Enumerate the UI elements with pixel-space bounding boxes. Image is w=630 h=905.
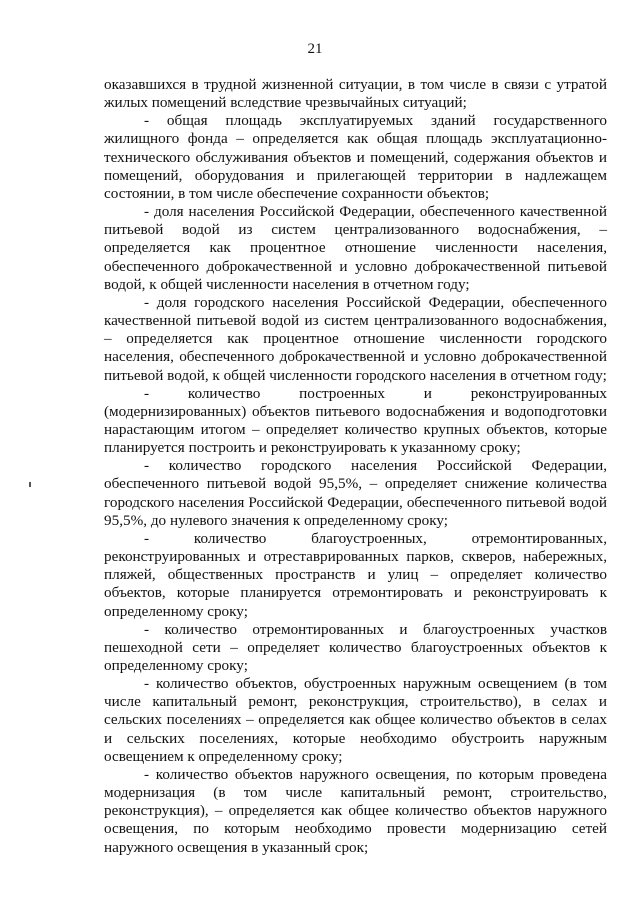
paragraph-2: - общая площадь эксплуатируемых зданий государственного жилищного фонда – определяется как общая площадь эксплуатационно-технического обслуживания объектов и помещений, содержания объектов и помещений, оборудования и прилегающей территории в надлежащем состоянии, в том числе обеспечение сохранности объектов;: [104, 112, 607, 202]
document-body: [104, 76, 607, 857]
paragraph-10: - количество объектов наружного освещения, по которым проведена модернизация (в том числе капитальный ремонт, строительство, реконструкция), – определяется как общее количество объектов наружного освещения, по которым необходимо провести модернизацию сетей наружного освещения в указанный срок;: [104, 765, 607, 856]
paragraph-8: - количество отремонтированных и благоустроенных участков пешеходной сети – определяет количество благоустроенных объектов к определенному сроку;: [104, 620, 607, 674]
paragraph-9: - количество объектов, обустроенных наружным освещением (в том числе капитальный ремонт, реконструкция, строительство), в селах и сельских поселениях – определяется как общее количество объектов в селах и сельских поселениях, которые необходимо обустроить наружным освещением к определенному сроку;: [104, 675, 607, 765]
paragraph-7: - количество благоустроенных, отремонтированных, реконструированных и отреставрированных парков, скверов, набережных, пляжей, общественных пространств и улиц – определяет количество объектов, которые планируется отремонтировать и реконструировать к определенному сроку;: [104, 529, 607, 620]
paragraph-4: - доля городского населения Российской Федерации, обеспеченного качественной питьевой водой из систем централизованного водоснабжения, – определяется как процентное отношение численности городского населения, обеспеченного доброкачественной и условно доброкачественной питьевой водой, к общей численности городского населения в отчетном году;: [104, 293, 607, 384]
scan-speck: [29, 482, 31, 487]
paragraph-1: оказавшихся в трудной жизненной ситуации, в том числе в связи с утратой жилых помещений вследствие чрезвычайных ситуаций;: [104, 76, 607, 112]
paragraph-6: - количество городского населения Российской Федерации, обеспеченного питьевой водой 95,5%, – определяет снижение количества городского населения Российской Федерации, обеспеченного питьевой водой 95,5%, до нулевого значения к определенному сроку;: [104, 457, 607, 529]
paragraph-5: - количество построенных и реконструированных (модернизированных) объектов питьевого водоснабжения и водоподготовки нарастающим итогом – определяет количество крупных объектов, которые планируется построить и реконструировать к указанному сроку;: [104, 384, 607, 457]
page-number: 21: [307, 41, 323, 57]
paragraph-3: - доля населения Российской Федерации, обеспеченного качественной питьевой водой из систем централизованного водоснабжения, – определяется как процентное отношение численности населения, обеспеченного доброкачественной и условно доброкачественной питьевой водой, к общей численности населения в отчетном году;: [104, 203, 607, 293]
